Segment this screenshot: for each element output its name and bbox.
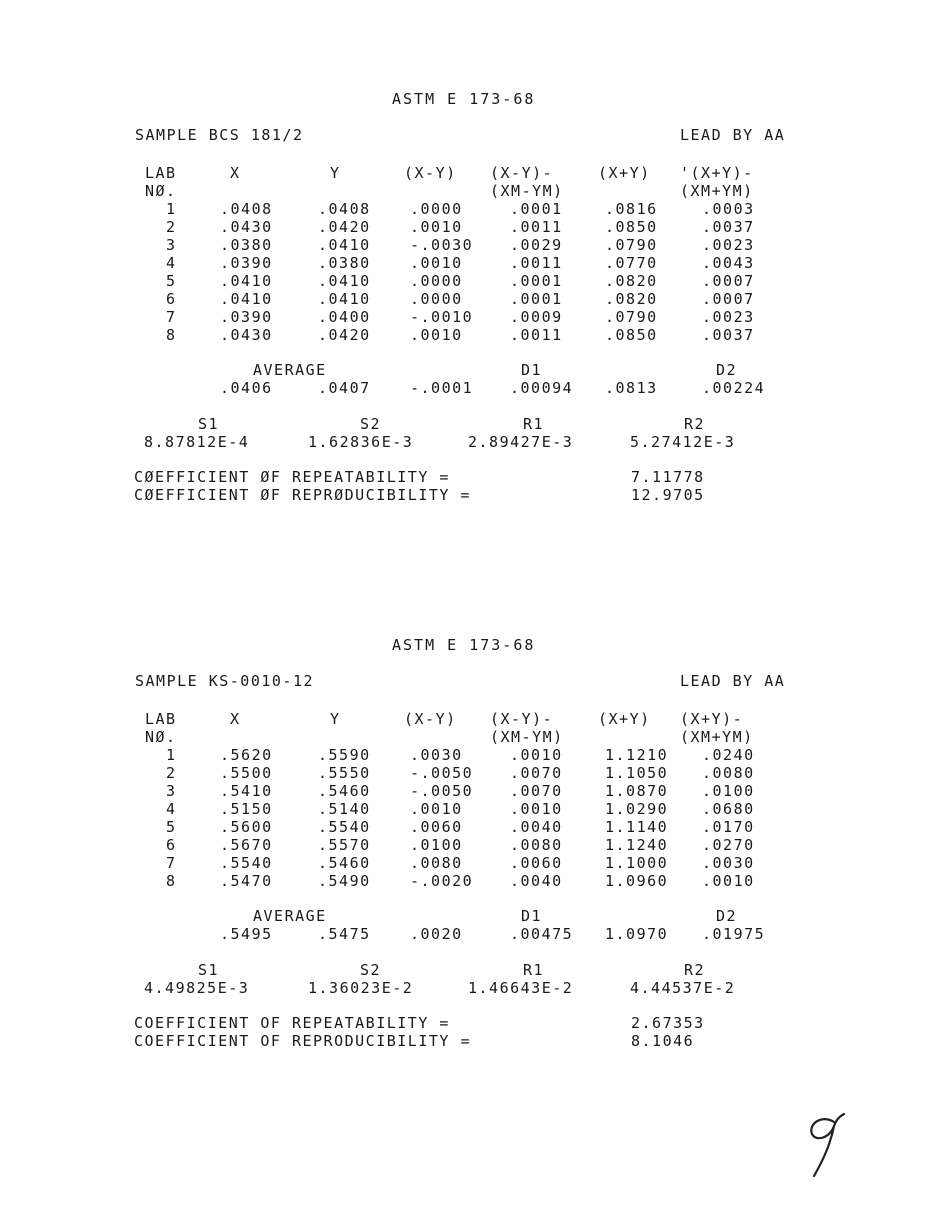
col-header-x: X — [230, 710, 241, 728]
reproducibility-label: COEFFICIENT OF REPRODUCIBILITY = — [134, 1032, 471, 1050]
stat-value-r2: 5.27412E-3 — [630, 433, 736, 451]
average-value-xmyd: .00094 — [510, 379, 574, 397]
col-header-diff-dev-sub: (XM-YM) — [490, 182, 564, 200]
table-cell-lab: 8 — [166, 872, 177, 890]
table-cell-xpyd: .0037 — [702, 218, 755, 236]
average-value-x: .0406 — [220, 379, 273, 397]
col-header-y: Y — [330, 710, 341, 728]
table-cell-x: .0408 — [220, 200, 273, 218]
col-header-x-minus-y: (X-Y) — [404, 710, 457, 728]
average-label: AVERAGE — [253, 361, 327, 379]
table-cell-y: .0420 — [318, 326, 371, 344]
table-cell-xmyd: .0010 — [510, 746, 563, 764]
average-value-xpy: 1.0970 — [605, 925, 669, 943]
table-cell-x: .0410 — [220, 290, 273, 308]
table-cell-xpy: .0820 — [605, 272, 658, 290]
table-cell-xmy: -.0050 — [410, 764, 474, 782]
table-cell-xpyd: .0010 — [702, 872, 755, 890]
table-cell-lab: 7 — [166, 308, 177, 326]
table-cell-xpy: 1.0290 — [605, 800, 669, 818]
table-cell-lab: 1 — [166, 200, 177, 218]
handwritten-page-number — [800, 1110, 850, 1180]
table-cell-xpy: .0850 — [605, 326, 658, 344]
table-cell-y: .5570 — [318, 836, 371, 854]
table-cell-lab: 4 — [166, 254, 177, 272]
stat-value-s2: 1.36023E-2 — [308, 979, 414, 997]
table-cell-xpy: 1.1210 — [605, 746, 669, 764]
table-cell-x: .0410 — [220, 272, 273, 290]
table-cell-y: .5460 — [318, 854, 371, 872]
table-cell-x: .5620 — [220, 746, 273, 764]
table-cell-y: .5590 — [318, 746, 371, 764]
average-value-xmy: -.0001 — [410, 379, 474, 397]
stat-value-r2: 4.44537E-2 — [630, 979, 736, 997]
table-cell-xpyd: .0100 — [702, 782, 755, 800]
analyte-method: LEAD BY AA — [680, 672, 786, 690]
table-cell-xpyd: .0030 — [702, 854, 755, 872]
table-cell-x: .5470 — [220, 872, 273, 890]
table-cell-xmyd: .0011 — [510, 254, 563, 272]
report-title: ASTM E 173-68 — [392, 90, 536, 108]
table-cell-xmyd: .0010 — [510, 800, 563, 818]
table-cell-x: .5600 — [220, 818, 273, 836]
col-header-sum-dev: '(X+Y)- — [680, 164, 754, 182]
report-block-2 — [0, 546, 950, 1106]
table-cell-lab: 6 — [166, 836, 177, 854]
analyte-method: LEAD BY AA — [680, 126, 786, 144]
table-cell-lab: 8 — [166, 326, 177, 344]
table-cell-xmy: .0010 — [410, 254, 463, 272]
table-cell-xmyd: .0060 — [510, 854, 563, 872]
table-cell-xmyd: .0001 — [510, 290, 563, 308]
reproducibility-value: 12.9705 — [631, 486, 705, 504]
table-cell-lab: 4 — [166, 800, 177, 818]
col-header-lab: LAB — [145, 710, 177, 728]
d1-label: D1 — [521, 361, 543, 379]
table-cell-x: .0380 — [220, 236, 273, 254]
repeatability-label: COEFFICIENT OF REPEATABILITY = — [134, 1014, 450, 1032]
table-cell-y: .0380 — [318, 254, 371, 272]
col-header-x: X — [230, 164, 241, 182]
d2-label: D2 — [716, 361, 738, 379]
stat-value-r1: 2.89427E-3 — [468, 433, 574, 451]
table-cell-xmy: .0060 — [410, 818, 463, 836]
table-cell-lab: 3 — [166, 782, 177, 800]
table-cell-xpyd: .0043 — [702, 254, 755, 272]
table-cell-xmyd: .0001 — [510, 200, 563, 218]
reproducibility-value: 8.1046 — [631, 1032, 695, 1050]
table-cell-xpy: .0820 — [605, 290, 658, 308]
table-cell-xpyd: .0007 — [702, 272, 755, 290]
table-cell-y: .5540 — [318, 818, 371, 836]
table-cell-xpyd: .0007 — [702, 290, 755, 308]
report-block-1 — [0, 0, 950, 560]
table-cell-x: .0430 — [220, 326, 273, 344]
col-header-y: Y — [330, 164, 341, 182]
table-cell-x: .5540 — [220, 854, 273, 872]
table-cell-xmy: .0010 — [410, 326, 463, 344]
reproducibility-label: CØEFFICIENT ØF REPRØDUCIBILITY = — [134, 486, 471, 504]
table-cell-xpy: 1.0960 — [605, 872, 669, 890]
col-header-sum-dev-sub: (XM+YM) — [680, 182, 754, 200]
d1-label: D1 — [521, 907, 543, 925]
table-cell-xmy: -.0050 — [410, 782, 474, 800]
table-cell-lab: 1 — [166, 746, 177, 764]
average-value-xpyd: .00224 — [702, 379, 766, 397]
table-cell-x: .5150 — [220, 800, 273, 818]
table-cell-xmyd: .0070 — [510, 782, 563, 800]
table-cell-xmy: .0010 — [410, 800, 463, 818]
table-cell-xpy: 1.0870 — [605, 782, 669, 800]
table-cell-xpy: .0790 — [605, 236, 658, 254]
sample-id: SAMPLE BCS 181/2 — [135, 126, 304, 144]
col-header-sum-dev: (X+Y)- — [680, 710, 744, 728]
stat-value-s2: 1.62836E-3 — [308, 433, 414, 451]
table-cell-xmy: .0000 — [410, 200, 463, 218]
table-cell-xmyd: .0011 — [510, 218, 563, 236]
table-cell-xmyd: .0029 — [510, 236, 563, 254]
table-cell-xmy: -.0020 — [410, 872, 474, 890]
table-cell-xmyd: .0080 — [510, 836, 563, 854]
average-value-xpy: .0813 — [605, 379, 658, 397]
table-cell-lab: 2 — [166, 764, 177, 782]
col-header-x-plus-y: (X+Y) — [598, 710, 651, 728]
table-cell-xpy: .0770 — [605, 254, 658, 272]
table-cell-lab: 6 — [166, 290, 177, 308]
table-cell-xpyd: .0023 — [702, 308, 755, 326]
repeatability-value: 7.11778 — [631, 468, 705, 486]
table-cell-y: .0410 — [318, 272, 371, 290]
repeatability-value: 2.67353 — [631, 1014, 705, 1032]
col-header-x-minus-y: (X-Y) — [404, 164, 457, 182]
col-header-diff-dev-sub: (XM-YM) — [490, 728, 564, 746]
col-header-x-plus-y: (X+Y) — [598, 164, 651, 182]
table-cell-xmy: .0080 — [410, 854, 463, 872]
col-header-lab-no: NØ. — [145, 728, 177, 746]
col-header-sum-dev-sub: (XM+YM) — [680, 728, 754, 746]
table-cell-xpy: 1.1240 — [605, 836, 669, 854]
table-cell-xmyd: .0009 — [510, 308, 563, 326]
table-cell-xpyd: .0037 — [702, 326, 755, 344]
table-cell-xpy: .0816 — [605, 200, 658, 218]
average-value-y: .0407 — [318, 379, 371, 397]
table-cell-xpyd: .0080 — [702, 764, 755, 782]
sample-id: SAMPLE KS-0010-12 — [135, 672, 315, 690]
table-cell-xmyd: .0040 — [510, 872, 563, 890]
table-cell-y: .5140 — [318, 800, 371, 818]
stat-label-r2: R2 — [684, 415, 706, 433]
table-cell-x: .5500 — [220, 764, 273, 782]
table-cell-xpyd: .0270 — [702, 836, 755, 854]
stat-value-s1: 4.49825E-3 — [144, 979, 250, 997]
stat-value-s1: 8.87812E-4 — [144, 433, 250, 451]
table-cell-x: .0390 — [220, 308, 273, 326]
table-cell-xpy: 1.1000 — [605, 854, 669, 872]
table-cell-xmy: .0000 — [410, 272, 463, 290]
stat-label-r2: R2 — [684, 961, 706, 979]
table-cell-xmyd: .0070 — [510, 764, 563, 782]
table-cell-xpyd: .0170 — [702, 818, 755, 836]
stat-label-s2: S2 — [360, 415, 382, 433]
table-cell-y: .5490 — [318, 872, 371, 890]
average-value-x: .5495 — [220, 925, 273, 943]
table-cell-y: .0408 — [318, 200, 371, 218]
col-header-lab: LAB — [145, 164, 177, 182]
table-cell-xmyd: .0001 — [510, 272, 563, 290]
table-cell-xmy: -.0010 — [410, 308, 474, 326]
table-cell-y: .0410 — [318, 236, 371, 254]
table-cell-x: .5670 — [220, 836, 273, 854]
table-cell-x: .5410 — [220, 782, 273, 800]
table-cell-xmyd: .0011 — [510, 326, 563, 344]
table-cell-xpyd: .0023 — [702, 236, 755, 254]
table-cell-xpy: 1.1050 — [605, 764, 669, 782]
table-cell-xpy: .0850 — [605, 218, 658, 236]
table-cell-y: .0420 — [318, 218, 371, 236]
table-cell-lab: 3 — [166, 236, 177, 254]
table-cell-lab: 5 — [166, 272, 177, 290]
stat-label-s2: S2 — [360, 961, 382, 979]
table-cell-xpyd: .0680 — [702, 800, 755, 818]
stat-label-s1: S1 — [198, 415, 220, 433]
table-cell-lab: 5 — [166, 818, 177, 836]
table-cell-lab: 2 — [166, 218, 177, 236]
table-cell-y: .5460 — [318, 782, 371, 800]
table-cell-xmy: .0000 — [410, 290, 463, 308]
repeatability-label: CØEFFICIENT ØF REPEATABILITY = — [134, 468, 450, 486]
report-title: ASTM E 173-68 — [392, 636, 536, 654]
table-cell-xmy: .0100 — [410, 836, 463, 854]
table-cell-xpy: .0790 — [605, 308, 658, 326]
average-value-xmy: .0020 — [410, 925, 463, 943]
table-cell-xpyd: .0003 — [702, 200, 755, 218]
stat-label-s1: S1 — [198, 961, 220, 979]
average-value-xpyd: .01975 — [702, 925, 766, 943]
table-cell-xpy: 1.1140 — [605, 818, 669, 836]
d2-label: D2 — [716, 907, 738, 925]
stat-label-r1: R1 — [523, 961, 545, 979]
table-cell-xmy: .0030 — [410, 746, 463, 764]
stat-value-r1: 1.46643E-2 — [468, 979, 574, 997]
col-header-diff-dev: (X-Y)- — [490, 164, 554, 182]
average-value-xmyd: .00475 — [510, 925, 574, 943]
table-cell-xpyd: .0240 — [702, 746, 755, 764]
table-cell-x: .0390 — [220, 254, 273, 272]
table-cell-x: .0430 — [220, 218, 273, 236]
table-cell-y: .0410 — [318, 290, 371, 308]
table-cell-lab: 7 — [166, 854, 177, 872]
table-cell-xmy: -.0030 — [410, 236, 474, 254]
stat-label-r1: R1 — [523, 415, 545, 433]
average-value-y: .5475 — [318, 925, 371, 943]
table-cell-y: .5550 — [318, 764, 371, 782]
table-cell-xmyd: .0040 — [510, 818, 563, 836]
col-header-diff-dev: (X-Y)- — [490, 710, 554, 728]
table-cell-xmy: .0010 — [410, 218, 463, 236]
col-header-lab-no: NØ. — [145, 182, 177, 200]
average-label: AVERAGE — [253, 907, 327, 925]
table-cell-y: .0400 — [318, 308, 371, 326]
